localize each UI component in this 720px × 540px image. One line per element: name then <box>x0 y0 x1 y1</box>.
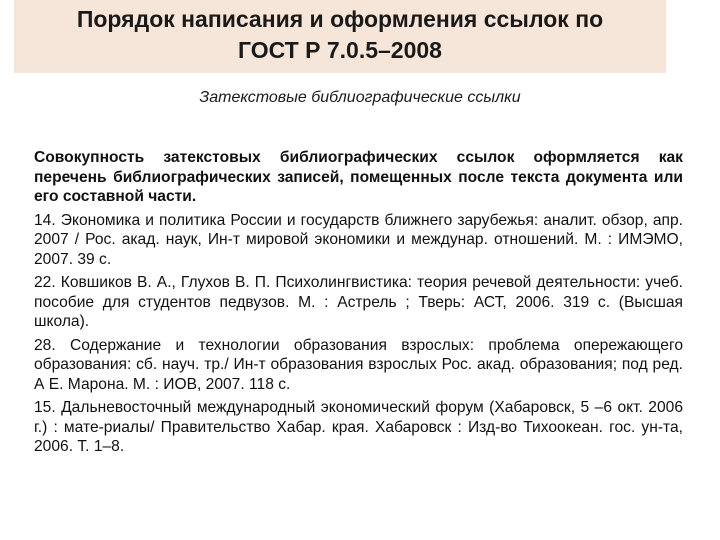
reference-entry-14: 14. Экономика и политика России и государств ближнего зарубежья: аналит. обзор, апр. 2007 / Рос. акад. наук, Ин-т мировой экономики и междунар. отношений. М. : ИМЭМО, 2007. 39 с. <box>34 211 683 268</box>
reference-entry-15: 15. Дальневосточный международный экономический форум (Хабаровск, 5 –6 окт. 2006 г.) : мате-риалы/ Правительство Хабар. края. Хабаровск : Изд-во Тихоокеан. гос. ун-та, 2006. Т. 1–8. <box>34 399 683 455</box>
intro-paragraph: Совокупность затекстовых библиографических ссылок оформляется как перечень библиографических записей, помещенных после текста документа или его составной части. <box>34 149 683 205</box>
page-title-line-1: Порядок написания и оформления ссылок по <box>76 6 604 32</box>
title-banner <box>14 0 666 73</box>
document-body <box>34 148 683 461</box>
section-subtitle: Затекстовые библиографические ссылки <box>199 89 521 106</box>
page-title-line-2: ГОСТ Р 7.0.5–2008 <box>238 37 442 63</box>
reference-entry-22: 22. Ковшиков В. А., Глухов В. П. Психолингвистика: теория речевой деятельности: учеб. пособие для студентов педвузов. М. : Астрель ; Тверь: АСТ, 2006. 319 с. (Высшая школа). <box>34 274 683 330</box>
reference-entry-28: 28. Содержание и технологии образования взрослых: проблема опережающего образования: сб. науч. тр./ Ин-т образования взрослых Рос. акад. образования; под ред. А Е. Марона. М. : ИОВ, 2007. 118 с. <box>34 336 683 393</box>
